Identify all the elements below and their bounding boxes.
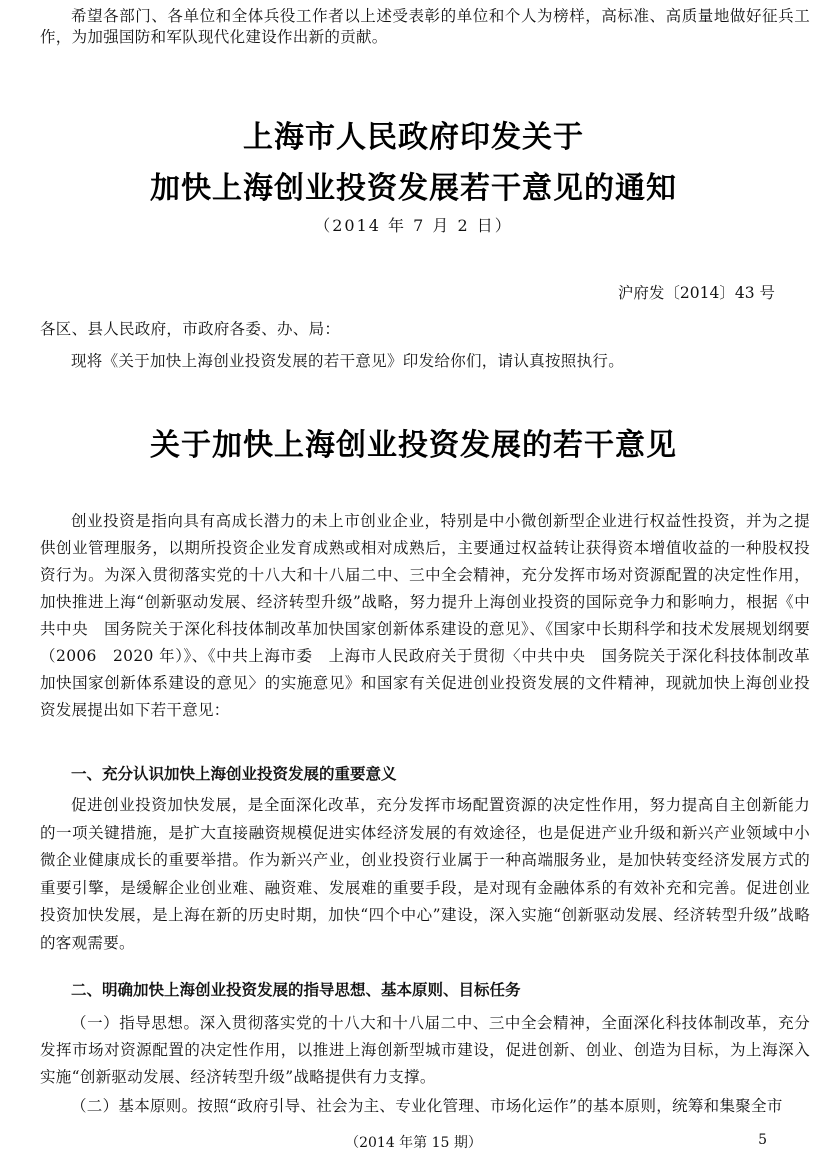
section-2-guiding-ideology: （一）指导思想。深入贯彻落实党的十八大和十八届二中、三中全会精神，全面深化科技体制改革，充分发挥市场对资源配置的决定性作用，以推进上海创新型城市建设，促进创新、创业、创造为目标，为上海深入实施“创新驱动发展、经济转型升级”战略提供有力支撑。 — [40, 1014, 810, 1086]
section-2-basic-principles: （二）基本原则。按照“政府引导、社会为主、专业化管理、市场化运作”的基本原则，统筹和集聚全市 — [71, 1097, 783, 1115]
notice-body: 现将《关于加快上海创业投资发展的若干意见》印发给你们，请认真按照执行。 — [71, 352, 625, 370]
document-number: 沪府发〔2014〕43 号 — [617, 284, 775, 302]
opinion-intro: 创业投资是指向具有高成长潜力的未上市创业企业，特别是中小微创新型企业进行权益性投资，并为之提供创业管理服务，以期所投资企业发育成熟或相对成熟后，主要通过权益转让获得资本增值收益的一种股权投资行为。为深入贯彻落实党的十八大和十八届二中、三中全会精神，充分发挥市场对资源配置的决定性作用，加快推进上海“创新驱动发展、经济转型升级”战略，努力提升上海创业投资的国际竞争力和影响力，根据《中共中央 国务院关于深化科技体制改革加快国家创新体系建设的意见》、《国家中长期科学和技术发展规划纲要（2006 2020 年）》、《中共上海市委 上海市人民政府关于贯彻〈中共中央 国务院关于深化科技体制改革加快国家创新体系建设的意见〉的实施意见》和国家有关促进创业投资发展的文件精神，现就加快上海创业投资发展提出如下若干意见： — [40, 512, 810, 719]
notice-title-line1: 上海市人民政府印发关于 — [243, 120, 584, 155]
closing-paragraph: 希望各部门、各单位和全体兵役工作者以上述受表彰的单位和个人为榜样，高标准、高质量地做好征兵工作，为加强国防和军队现代化建设作出新的贡献。 — [40, 7, 810, 46]
issue-footer: （2014 年第 15 期） — [345, 1135, 482, 1151]
opinion-title: 关于加快上海创业投资发展的若干意见 — [150, 428, 677, 463]
notice-title-line2: 加快上海创业投资发展若干意见的通知 — [150, 171, 677, 206]
notice-date: （2014 年 7 月 2 日） — [314, 216, 513, 235]
notice-recipients: 各区、县人民政府，市政府各委、办、局： — [40, 320, 341, 338]
page-number: 5 — [758, 1132, 767, 1148]
section-2-heading: 二、明确加快上海创业投资发展的指导思想、基本原则、目标任务 — [71, 981, 521, 999]
section-1-heading: 一、充分认识加快上海创业投资发展的重要意义 — [71, 765, 397, 783]
section-1-body: 促进创业投资加快发展，是全面深化改革，充分发挥市场配置资源的决定性作用，努力提高自主创新能力的一项关键措施，是扩大直接融资规模促进实体经济发展的有效途径，也是促进产业升级和新兴产业领域中小微企业健康成长的重要举措。作为新兴产业，创业投资行业属于一种高端服务业，是加快转变经济发展方式的重要引擎，是缓解企业创业难、融资难、发展难的重要手段，是对现有金融体系的有效补充和完善。促进创业投资加快发展，是上海在新的历史时期，加快“四个中心”建设，深入实施“创新驱动发展、经济转型升级”战略的客观需要。 — [40, 796, 810, 952]
